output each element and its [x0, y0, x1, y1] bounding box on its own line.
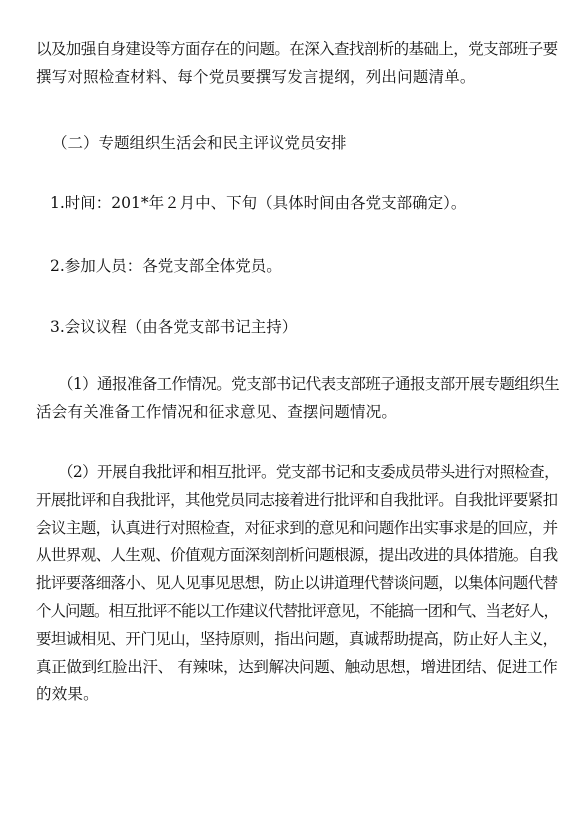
text-line: （2）开展自我批评和相互批评。党支部书记和支委成员带头进行对照检查，: [58, 463, 559, 481]
section-heading: （二）专题组织生活会和民主评议党员安排: [52, 134, 347, 152]
text-line: 从世界观、人生观、价值观方面深刻剖析问题根源，提出改进的具体措施。自我: [36, 546, 558, 565]
text-line: 撰写对照检查材料、每个党员要撰写发言提纲，列出问题清单。: [36, 67, 476, 86]
text-line: 要坦诚相见、开门见山，坚持原则，指出问题，真诚帮助提高，防止好人主义，: [36, 629, 558, 648]
text-line: 批评要落细落小、见人见事见思想，防止以讲道理代替谈问题，以集体问题代替: [36, 574, 558, 593]
item-agenda: 3.会议议程（由各党支部书记主持）: [50, 318, 298, 336]
item-participants: 2.参加人员：各党支部全体党员。: [50, 257, 282, 275]
text-line: 真正做到红脸出汗、 有辣味，达到解决问题、触动思想，增进团结、促进工作: [36, 657, 558, 676]
text-line: 会议主题，认真进行对照检查，对征求到的意见和问题作出实事求是的回应，并: [36, 518, 558, 537]
text-line: 以及加强自身建设等方面存在的问题。在深入查找剖析的基础上，党支部班子要: [36, 40, 558, 58]
text-line: 个人问题。相互批评不能以工作建议代替批评意见，不能搞一团和气、当老好人，: [36, 601, 559, 620]
intro-paragraph: [36, 36, 558, 92]
text-line: （1）通报准备工作情况。党支部书记代表支部班子通报支部开展专题组织生: [58, 375, 559, 393]
item-time: 1.时间：201*年２月中、下旬（具体时间由各党支部确定）。: [50, 194, 467, 212]
text-line: 开展批评和自我批评，其他党员同志接着进行批评和自我批评。自我批评要紧扣: [36, 490, 558, 509]
text-line: 活会有关准备工作情况和征求意见、查摆问题情况。: [36, 402, 398, 421]
agenda-item-2-paragraph: [36, 459, 559, 709]
text-line: 的效果。: [36, 685, 99, 704]
agenda-item-1-paragraph: [36, 371, 559, 427]
